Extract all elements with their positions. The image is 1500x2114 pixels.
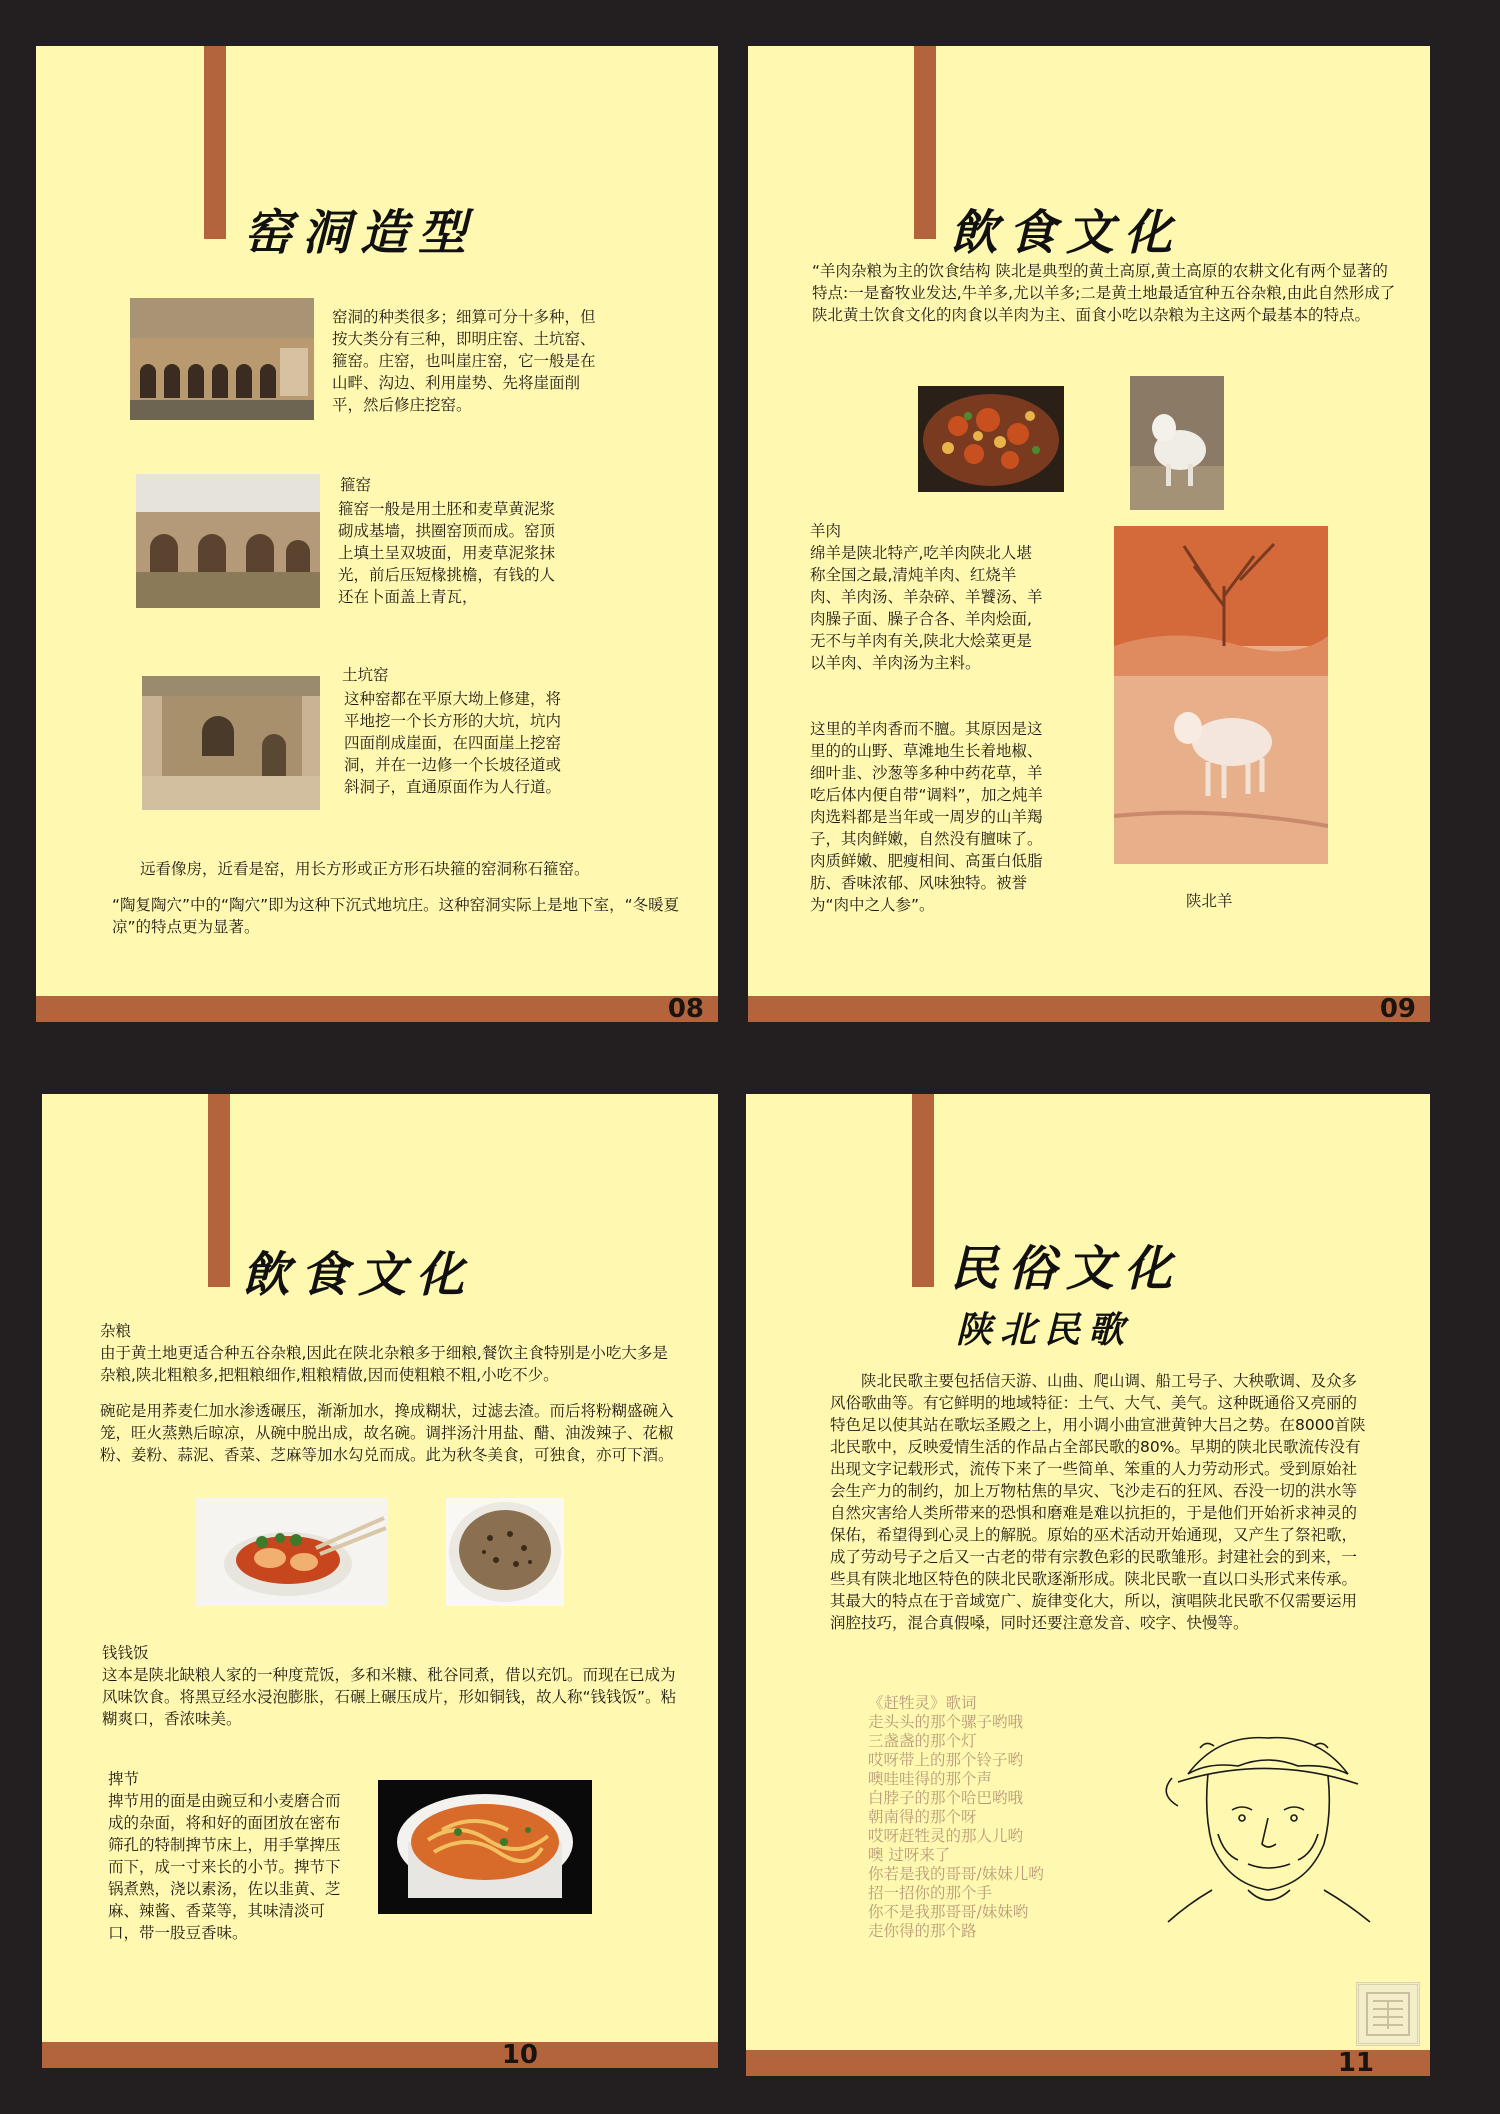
footer-bar: [42, 2042, 718, 2068]
page-number: 10: [501, 2040, 538, 2068]
kneed-text: 捭节用的面是由豌豆和小麦磨合而成的杂面，将和好的面团放在密布筛孔的特制捭节床上，用手掌捭压而下，成一寸来长的小节。捭节下锅煮熟，浇以素汤，佐以韭黄、芝麻、辣酱、香菜等，其味清淡可口，带一股豆香味。: [108, 1792, 341, 1942]
bowl-text: 碗砣是用荞麦仁加水渗透碾压，渐渐加水，搀成糊状，过滤去渣。而后将粉糊盛碗入笼，旺火蒸熟后晾凉，从碗中脱出成，故名碗。调拌汤汁用盐、醋、油泼辣子、花椒粉、姜粉、蒜泥、香菜、芝麻等加水勾兑而成。此为秋冬美食，可独食，亦可下酒。: [100, 1402, 674, 1464]
sunken-cave-note: “陶复陶穴”中的“陶穴”即为这种下沉式地坑庄。这种窑洞实际上是地下室，“冬暖夏凉”的特点更为显著。: [112, 896, 680, 936]
song-line: 哎呀赶牲灵的那人儿哟: [868, 1827, 1024, 1845]
song-line: 《赶牲灵》歌词: [868, 1694, 977, 1712]
mutton-label: 羊肉: [810, 522, 842, 540]
page-number: 08: [667, 994, 704, 1022]
song-lyrics: [868, 1694, 1128, 1941]
song-line: 噢 过呀来了: [868, 1846, 951, 1864]
folk-song-body: 陕北民歌主要包括信天游、山曲、爬山调、船工号子、大秧歌调、及众多风俗歌曲等。有它鲜明的地域特征：土气、大气、美气。这种既通俗又亮丽的特色足以使其站在歌坛圣殿之上，用小调小曲宣泄黄钟大吕之势。在8000首陕北民歌中，反映爱情生活的作品占全部民歌的80%。早期的陕北民歌流传没有出现文字记载形式，流传下来了一些简单、笨重的人力劳动形式。受到原始社会生产力的制约，加上万物枯焦的旱灾、飞沙走石的狂风、吞没一切的洪水等自然灾害给人类所带来的恐惧和磨难是难以抗拒的，于是他们开始祈求神灵的保佑，希望得到心灵上的解脱。原始的巫术活动开始通现，又产生了祭祀歌，成了劳动号子之后又一古老的带有宗教色彩的民歌雏形。封建社会的到来，一些具有陕北地区特色的陕北民歌逐渐形成。陕北民歌一直以口头形式来传承。其最大的特点在于音域宽广、旋律变化大，所以，演唱陕北民歌不仅需要运用润腔技巧，混合真假嗓，同时还要注意发音、咬字、快慢等。: [830, 1372, 1366, 1632]
page-title: 民俗文化: [950, 1241, 1183, 1297]
footer-bar: [36, 996, 718, 1022]
pit-cave-label: 土坑窑: [342, 666, 389, 684]
page-09: [748, 46, 1430, 1022]
song-line: 走你得的那个路: [868, 1922, 977, 1940]
hoop-cave-photo: [136, 474, 320, 608]
seal-stamp: [1356, 1982, 1420, 2046]
song-line: 朝南得的那个呀: [868, 1808, 977, 1826]
page-08: [36, 46, 718, 1022]
kneed-label: 捭节: [108, 1770, 140, 1788]
sheep-caption: 陕北羊: [1186, 892, 1233, 910]
diet-intro: “羊肉杂粮为主的饮食结构 陕北是典型的黄土高原,黄土高原的农耕文化有两个显著的特点:一是畜牧业发达,牛羊多,尤以羊多;二是黄土地最适宜种五谷杂粮,由此自然形成了陕北黄土饮食文化的肉食以羊肉为主、面食小吃以杂粮为主这两个最基本的特点。: [812, 262, 1396, 324]
page-title: 窑洞造型: [244, 205, 477, 261]
cliff-cave-photo: [130, 298, 314, 420]
page-subtitle: 陕北民歌: [956, 1309, 1133, 1351]
coin-rice-label: 钱钱饭: [102, 1644, 149, 1662]
page-11: [746, 1094, 1430, 2076]
accent-bar: [914, 46, 936, 239]
song-line: 白脖子的那个哈巴哟哦: [868, 1789, 1024, 1807]
noodle-soup-photo: [378, 1780, 592, 1914]
page-number: 11: [1337, 2048, 1374, 2076]
lamb-photo: [1130, 376, 1224, 510]
song-line: 招一招你的那个手: [868, 1884, 993, 1902]
accent-bar: [912, 1094, 934, 1287]
coin-rice-photo: [446, 1498, 564, 1606]
footer-bar: [748, 996, 1430, 1022]
stone-cave-note: 远看像房，近看是窑，用长方形或正方形石块箍的窑洞称石箍窑。: [140, 860, 590, 878]
page-title: 飲食文化: [242, 1247, 475, 1303]
page-title: 飲食文化: [950, 205, 1183, 261]
coin-rice-text: 这本是陕北缺粮人家的一种度荒饭，多和米糠、秕谷同煮，借以充饥。而现在已成为风味饮食。将黑豆经水浸泡膨胀，石碾上碾压成片，形如铜钱，故人称“钱钱饭”。粘糊爽口，香浓味美。: [102, 1666, 677, 1728]
farmer-portrait-sketch: [1148, 1714, 1380, 1924]
song-line: 三盏盏的那个灯: [868, 1732, 977, 1750]
accent-bar: [208, 1094, 230, 1287]
sheep-painting: [1114, 526, 1328, 864]
intro-paragraph: 窑洞的种类很多；细算可分十多种，但按大类分有三种，即明庄窑、土坑窑、箍窑。庄窑，也叫崖庄窑，它一般是在山畔、沟边、利用崖势、先将崖面削平，然后修庄挖窑。: [332, 308, 596, 414]
footer-bar: [746, 2050, 1430, 2076]
pit-cave-photo: [142, 676, 320, 810]
pit-cave-text: 这种窑都在平原大坳上修建，将平地挖一个长方形的大坑，坑内四面削成崖面，在四面崖上挖窑洞，并在一边修一个长坡径道或斜洞子，直通原面作为人行道。: [344, 690, 562, 796]
grain-text: 由于黄土地更适合种五谷杂粮,因此在陕北杂粮多于细粮,餐饮主食特别是小吃大多是杂粮,陕北粗粮多,把粗粮细作,粗粮精做,因而使粗粮不粗,小吃不少。: [100, 1344, 668, 1384]
bowl-dish-photo: [196, 1498, 388, 1606]
song-line: 你若是我的哥哥/妹妹儿哟: [868, 1865, 1044, 1883]
hoop-cave-text: 箍窑一般是用土胚和麦草黄泥浆砌成基墙，拱圈窑顶而成。窑顶上填土呈双坡面，用麦草泥浆抹光，前后压短椽挑檐，有钱的人还在卜面盖上青瓦，: [338, 500, 556, 606]
mutton-text: 绵羊是陕北特产,吃羊肉陕北人堪称全国之最,清炖羊肉、红烧羊肉、羊肉汤、羊杂碎、羊饕汤、羊肉臊子面、臊子合各、羊肉烩面,无不与羊肉有关,陕北大烩菜更是以羊肉、羊肉汤为主料。: [810, 544, 1043, 672]
hoop-cave-label: 箍窑: [340, 476, 372, 494]
page-number: 09: [1379, 994, 1416, 1022]
song-line: 哎呀带上的那个铃子哟: [868, 1751, 1024, 1769]
song-line: 噢哇哇得的那个声: [868, 1770, 993, 1788]
song-line: 走头头的那个骡子哟哦: [868, 1713, 1024, 1731]
grain-label: 杂粮: [100, 1322, 132, 1340]
mutton-text-2: 这里的羊肉香而不膻。其原因是这里的的山野、草滩地生长着地椒、细叶韭、沙葱等多种中药花草，羊吃后体内便自带“调料”，加之炖羊肉选料都是当年或一周岁的山羊羯子，其肉鲜嫩，自然没有膻味了。肉质鲜嫩、肥瘦相间、高蛋白低脂肪、香味浓郁、风味独特。被誉为“肉中之人参”。: [810, 720, 1044, 914]
mutton-dish-photo: [918, 386, 1064, 492]
page-10: [42, 1094, 718, 2068]
accent-bar: [204, 46, 226, 239]
song-line: 你不是我那哥哥/妹妹哟: [868, 1903, 1029, 1921]
